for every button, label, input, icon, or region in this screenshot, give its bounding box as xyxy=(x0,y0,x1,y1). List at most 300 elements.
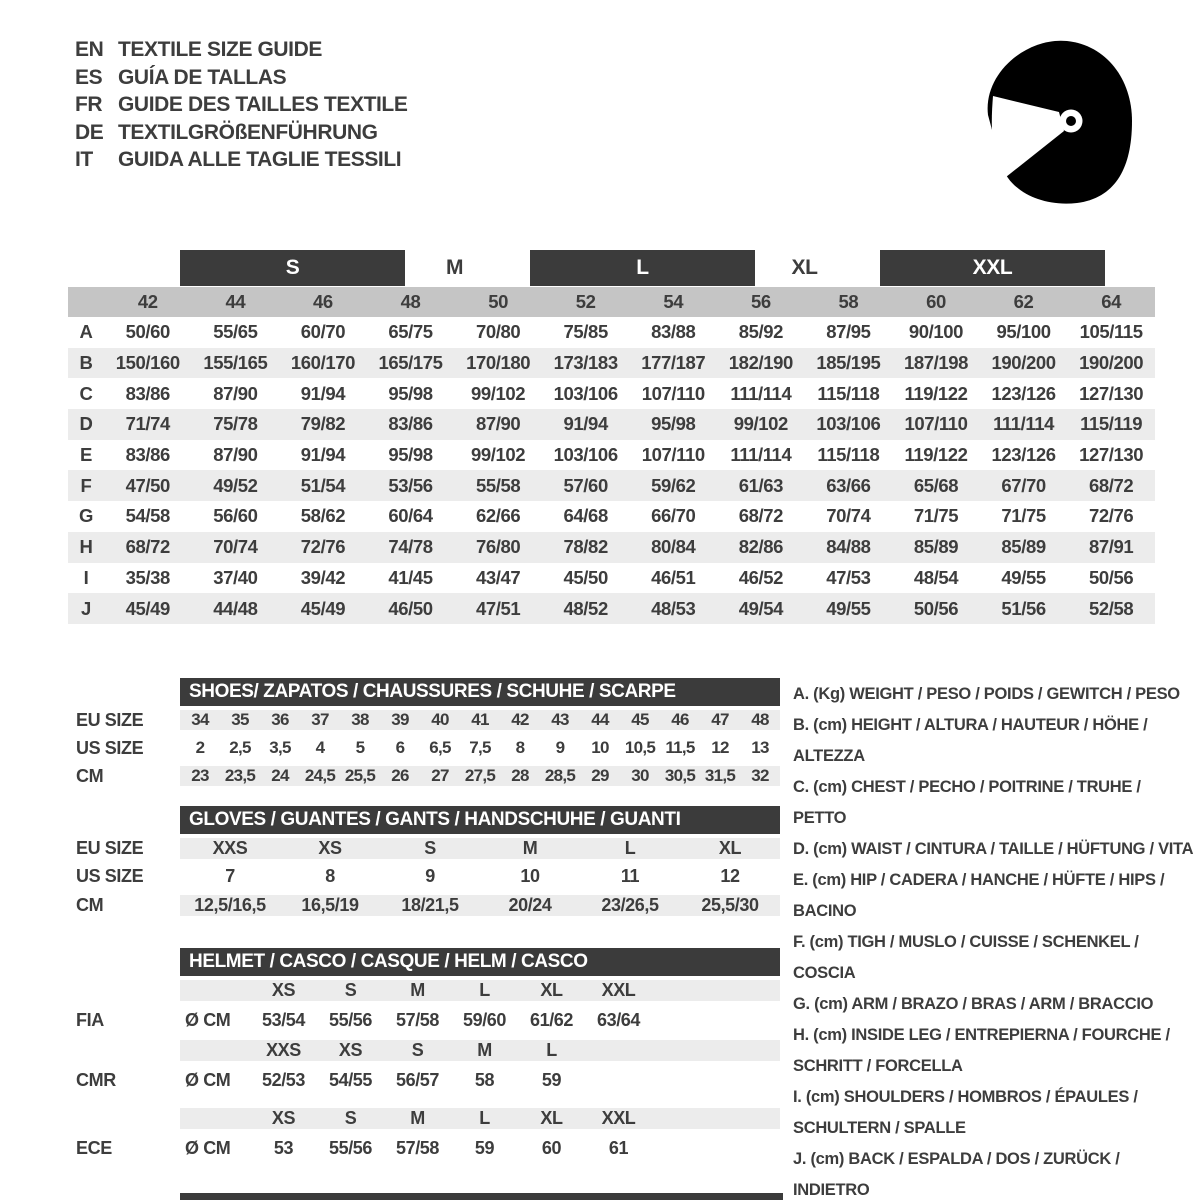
measurement-value: 115/119 xyxy=(1080,413,1143,435)
measurement-value: 83/86 xyxy=(388,413,433,435)
shoes-section-header: SHOES/ ZAPATOS / CHAUSSURES / SCHUHE / SCARPE xyxy=(180,678,780,706)
gloves-cm-values xyxy=(180,895,780,916)
language-code: FR xyxy=(75,93,103,116)
measurement-value: 49/52 xyxy=(213,474,258,496)
size-group-label: M xyxy=(445,256,464,279)
measurement-value: 45/49 xyxy=(300,597,346,619)
shoe-eu-size: 43 xyxy=(551,710,569,729)
shoe-eu-size: 46 xyxy=(671,710,689,729)
legend-item: B. (cm) HEIGHT / ALTURA / HAUTEUR / HÖHE / ALTEZZA xyxy=(793,716,1148,765)
measurement-value: 61/63 xyxy=(738,474,783,496)
measurement-value: 71/74 xyxy=(125,413,170,435)
gloves-eu-row xyxy=(68,834,780,862)
legend-item: H. (cm) INSIDE LEG / ENTREPIERNA / FOURCHE / SCHRITT / FORCELLA xyxy=(793,1026,1170,1075)
measurement-value: 79/82 xyxy=(300,413,346,435)
measurement-value: 85/89 xyxy=(913,536,959,558)
measurement-value: 41/45 xyxy=(388,566,433,588)
measurement-value: 111/114 xyxy=(730,444,792,466)
shoe-eu-size: 45 xyxy=(631,710,649,729)
measurement-value: 85/89 xyxy=(1001,536,1046,558)
measurement-value: 83/86 xyxy=(125,382,170,404)
measurement-value: 35/38 xyxy=(125,566,170,588)
shoe-us-size: 5 xyxy=(355,738,365,757)
shoe-cm-size: 26 xyxy=(391,766,409,785)
legend-item: G. (cm) ARM / BRAZO / BRAS / ARM / BRACCIO xyxy=(793,995,1154,1013)
glove-eu-size: XS xyxy=(318,837,342,858)
helmet-size-label: L xyxy=(546,1039,557,1060)
size-group-cell xyxy=(192,250,367,287)
measurement-value: 57/60 xyxy=(563,474,608,496)
shoe-us-size: 8 xyxy=(515,738,525,757)
size-group-label: XXL xyxy=(880,250,1105,286)
measurement-value: 43/47 xyxy=(475,566,521,588)
measurement-value: 115/118 xyxy=(817,444,880,466)
glove-eu-size: S xyxy=(424,837,436,858)
measurement-row xyxy=(68,440,1155,471)
measurement-value: 51/54 xyxy=(300,474,346,496)
measurement-row-label: F xyxy=(80,474,92,496)
measurement-value: 99/102 xyxy=(471,382,526,404)
measurement-rows xyxy=(68,317,1155,624)
numeric-size: 58 xyxy=(838,291,859,312)
measurement-value: 119/122 xyxy=(904,382,968,404)
measurement-row xyxy=(68,317,1155,348)
shoe-cm-size: 27,5 xyxy=(464,766,496,785)
measurement-value: 68/72 xyxy=(1089,474,1134,496)
measurement-value: 55/65 xyxy=(213,321,258,343)
measurement-cells xyxy=(104,475,1155,497)
measurement-value: 72/76 xyxy=(300,536,346,558)
shoe-cm-size: 30,5 xyxy=(664,766,696,785)
measurement-cells xyxy=(104,536,1155,558)
helmet-diameter-value: 59 xyxy=(474,1137,495,1158)
measurement-value: 67/70 xyxy=(1001,474,1046,496)
glove-us-size: 12 xyxy=(720,865,740,886)
shoe-eu-size: 48 xyxy=(751,710,769,729)
measurement-value: 76/80 xyxy=(475,536,521,558)
helmet-size-label: S xyxy=(411,1039,424,1060)
gloves-eu-values xyxy=(180,838,780,859)
gloves-us-row xyxy=(68,862,780,890)
measurement-value: 62/66 xyxy=(475,505,521,527)
helmet-size-label: S xyxy=(344,979,357,1000)
measurement-value: 185/195 xyxy=(816,352,881,374)
measurement-value: 95/100 xyxy=(996,321,1051,343)
glove-us-size: 10 xyxy=(520,865,540,886)
racing-helmet-icon xyxy=(983,38,1133,211)
helmet-size-label: L xyxy=(479,1107,490,1128)
measurement-value: 66/70 xyxy=(651,505,696,527)
measurement-value: 91/94 xyxy=(300,382,346,404)
shoe-eu-size: 42 xyxy=(511,710,529,729)
helmet-standard-name: FIA xyxy=(76,1009,104,1030)
measurement-value: 54/58 xyxy=(125,505,170,527)
measurement-legend xyxy=(780,678,1198,1200)
shoes-section xyxy=(68,678,780,790)
shoe-cm-size: 30 xyxy=(631,766,649,785)
measurement-value: 95/98 xyxy=(388,444,433,466)
helmet-values xyxy=(180,1070,780,1091)
measurement-value: 190/200 xyxy=(1079,352,1144,374)
shoe-cm-size: 24,5 xyxy=(304,766,336,785)
measurement-cells xyxy=(104,383,1155,405)
measurement-value: 45/49 xyxy=(125,597,170,619)
shoe-us-size: 2 xyxy=(195,738,205,757)
measurement-value: 74/78 xyxy=(388,536,433,558)
shoe-us-size: 13 xyxy=(751,738,769,757)
measurement-value: 48/53 xyxy=(651,597,696,619)
row-label-us-size: US SIZE xyxy=(76,865,144,886)
shoe-cm-size: 32 xyxy=(751,766,769,785)
helmet-values xyxy=(180,1138,780,1159)
measurement-value: 53/56 xyxy=(388,474,433,496)
shoes-cm-row xyxy=(68,762,780,790)
measurement-value: 75/85 xyxy=(563,321,608,343)
shoe-eu-size: 39 xyxy=(391,710,409,729)
helmet-diameter-value: 60 xyxy=(541,1137,562,1158)
measurement-value: 72/76 xyxy=(1089,505,1134,527)
measurement-value: 160/170 xyxy=(290,352,355,374)
shoes-eu-values xyxy=(180,710,780,730)
shoe-us-size: 7,5 xyxy=(469,738,491,757)
measurement-value: 70/74 xyxy=(826,505,871,527)
measurement-row-label: J xyxy=(81,597,91,619)
measurement-value: 47/50 xyxy=(125,474,170,496)
shoe-cm-size: 24 xyxy=(271,766,289,785)
shoe-us-size: 10 xyxy=(591,738,609,757)
numeric-size: 42 xyxy=(137,291,158,312)
shoe-cm-size: 28,5 xyxy=(544,766,576,785)
measurement-value: 65/68 xyxy=(913,474,959,496)
measurement-value: 48/54 xyxy=(913,566,959,588)
measurement-value: 173/183 xyxy=(553,352,618,374)
legend-item: I. (cm) SHOULDERS / HOMBROS / ÉPAULES / SCHULTERN / SPALLE xyxy=(793,1088,1138,1137)
measurement-value: 87/90 xyxy=(475,413,521,435)
measurement-value: 75/78 xyxy=(213,413,258,435)
measurement-value: 49/55 xyxy=(826,597,871,619)
measurement-value: 55/58 xyxy=(475,474,521,496)
measurement-value: 190/200 xyxy=(991,352,1056,374)
language-label: TEXTILGRÖßENFÜHRUNG xyxy=(118,120,378,144)
helmet-value-cells xyxy=(250,1070,585,1091)
measurement-value: 48/52 xyxy=(563,597,608,619)
helmet-values-row xyxy=(68,1132,780,1164)
helmet-standard-name: CMR xyxy=(76,1069,116,1090)
size-group-cell xyxy=(542,250,717,287)
legend-item: A. (Kg) WEIGHT / PESO / POIDS / GEWITCH / PESO xyxy=(793,685,1180,703)
measurement-value: 105/115 xyxy=(1079,321,1143,343)
measurement-cells xyxy=(104,444,1155,466)
measurement-cells xyxy=(104,505,1155,527)
measurement-row-label: E xyxy=(80,444,92,466)
helmet-size-labels xyxy=(180,980,780,1001)
measurement-value: 50/56 xyxy=(1089,566,1134,588)
shoe-cm-size: 23,5 xyxy=(224,766,256,785)
measurement-value: 65/75 xyxy=(388,321,433,343)
legend-item: F. (cm) TIGH / MUSLO / CUISSE / SCHENKEL / COSCIA xyxy=(793,933,1139,982)
measurement-row xyxy=(68,501,1155,532)
language-code: DE xyxy=(75,120,104,144)
glove-eu-size: M xyxy=(522,837,538,858)
helmet-size-label: XL xyxy=(540,1107,563,1128)
numeric-size: 64 xyxy=(1101,291,1122,312)
helmet-size-label: XXL xyxy=(601,1107,636,1128)
shoe-us-size: 9 xyxy=(555,738,565,757)
helmet-diameter-value: 53 xyxy=(273,1137,294,1158)
measurement-value: 90/100 xyxy=(908,321,964,343)
row-label-cm: CM xyxy=(76,765,104,786)
helmet-diameter-value: 55/56 xyxy=(328,1137,373,1158)
helmet-size-label: XXS xyxy=(266,1039,301,1060)
shoe-eu-size: 44 xyxy=(591,710,609,729)
shoe-cm-size: 29 xyxy=(591,766,609,785)
measurement-value: 47/51 xyxy=(475,597,521,619)
helmet-size-label: M xyxy=(410,979,425,1000)
helmet-diameter-value: 57/58 xyxy=(395,1137,440,1158)
helmet-size-label: XS xyxy=(271,979,296,1000)
measurement-value: 45/50 xyxy=(563,566,608,588)
row-label-eu-size: EU SIZE xyxy=(76,837,144,858)
measurement-value: 111/114 xyxy=(730,382,792,404)
legend-item: J. (cm) BACK / ESPALDA / DOS / ZURÜCK / INDIETRO xyxy=(793,1150,1120,1199)
shoe-cm-size: 27 xyxy=(431,766,449,785)
helmet-standard xyxy=(68,1036,780,1096)
language-title-list xyxy=(75,36,407,174)
numeric-size: 50 xyxy=(488,291,508,312)
measurement-value: 107/110 xyxy=(904,413,968,435)
glove-eu-size: XXS xyxy=(212,837,248,858)
measurement-value: 46/50 xyxy=(388,597,433,619)
helmet-diameter-value: 63/64 xyxy=(596,1009,641,1030)
helmet-sizes-row xyxy=(68,1036,780,1064)
measurement-value: 103/106 xyxy=(553,444,618,466)
row-label-cm: CM xyxy=(76,895,104,915)
language-title-row xyxy=(75,146,407,174)
measurement-cells xyxy=(104,598,1155,620)
measurement-cells xyxy=(104,352,1155,374)
measurement-value: 50/56 xyxy=(913,597,959,619)
language-title-row xyxy=(75,119,407,147)
measurement-value: 99/102 xyxy=(733,413,788,435)
helmet-diameter-value: 57/58 xyxy=(395,1009,440,1030)
measurement-value: 182/190 xyxy=(728,352,793,374)
measurement-row-label: A xyxy=(79,321,93,343)
shoe-us-size: 2,5 xyxy=(229,738,251,757)
helmet-values-row xyxy=(68,1004,780,1036)
language-code: ES xyxy=(75,65,103,89)
measurement-value: 127/130 xyxy=(1079,382,1144,404)
measurement-cells xyxy=(104,567,1155,589)
measurement-value: 87/90 xyxy=(213,444,258,466)
measurement-value: 78/82 xyxy=(563,536,608,558)
measurement-value: 123/126 xyxy=(991,382,1056,404)
helmet-sizes-row xyxy=(68,1104,780,1132)
shoe-us-size: 12 xyxy=(711,738,729,757)
measurement-row xyxy=(68,378,1155,409)
measurement-row xyxy=(68,593,1155,624)
shoe-eu-size: 38 xyxy=(351,710,369,729)
size-group-label: XL xyxy=(791,256,818,279)
language-label: GUÍA DE TALLAS xyxy=(118,65,287,89)
helmet-diameter-value: 61/62 xyxy=(529,1009,574,1030)
measurement-value: 60/64 xyxy=(388,505,433,527)
measurement-value: 71/75 xyxy=(1001,505,1046,527)
gloves-section xyxy=(68,806,780,921)
helmet-diameter-value: 55/56 xyxy=(328,1009,373,1030)
numeric-size: 62 xyxy=(1013,291,1034,312)
helmet-diameter-value: 59/60 xyxy=(462,1009,507,1030)
measurement-value: 91/94 xyxy=(563,413,608,435)
measurement-value: 103/106 xyxy=(816,413,881,435)
helmet-size-labels xyxy=(180,1108,780,1129)
helmet-diameter-value: 59 xyxy=(541,1069,562,1090)
helmet-size-labels xyxy=(180,1040,780,1061)
measurement-row-label: G xyxy=(79,505,93,527)
measurement-value: 85/92 xyxy=(738,321,783,343)
helmet-section xyxy=(68,948,780,1164)
measurement-value: 111/114 xyxy=(993,413,1055,435)
diameter-cm-label: Ø CM xyxy=(185,1137,231,1158)
helmet-size-label: M xyxy=(477,1039,492,1060)
helmet-section-header: HELMET / CASCO / CASQUE / HELM / CASCO xyxy=(180,948,780,976)
helmet-standards xyxy=(68,976,780,1164)
legend-item: C. (cm) CHEST / PECHO / POITRINE / TRUHE / PETTO xyxy=(793,778,1141,827)
helmet-diameter-value: 56/57 xyxy=(395,1069,440,1090)
measurement-cells xyxy=(104,321,1155,343)
helmet-diameter-value: 52/53 xyxy=(261,1069,306,1090)
measurement-value: 84/88 xyxy=(826,536,871,558)
measurement-row xyxy=(68,532,1155,563)
glove-cm-range: 20/24 xyxy=(508,895,552,915)
helmet-diameter-value: 53/54 xyxy=(261,1009,306,1030)
numeric-size: 60 xyxy=(926,291,946,312)
shoe-eu-size: 47 xyxy=(711,710,729,729)
measurement-value: 119/122 xyxy=(904,444,968,466)
shoe-us-size: 6 xyxy=(395,738,405,757)
measurement-value: 68/72 xyxy=(125,536,170,558)
glove-cm-range: 23/26,5 xyxy=(601,895,659,915)
language-label: GUIDE DES TAILLES TEXTILE xyxy=(118,93,408,116)
gloves-us-values xyxy=(180,866,780,887)
numeric-size-header-row xyxy=(68,287,1155,317)
helmet-size-label: XS xyxy=(271,1107,296,1128)
measurement-value: 170/180 xyxy=(466,352,531,374)
numeric-size: 44 xyxy=(225,291,246,312)
measurement-value: 87/91 xyxy=(1089,536,1134,558)
measurement-row-label: C xyxy=(79,382,93,404)
shoe-eu-size: 40 xyxy=(431,710,449,729)
legend-item: D. (cm) WAIST / CINTURA / TAILLE / HÜFTUNG / VITA xyxy=(793,840,1194,858)
measurement-value: 46/51 xyxy=(651,566,696,588)
language-title-row xyxy=(75,64,407,92)
measurement-value: 155/165 xyxy=(203,352,268,374)
helmet-values xyxy=(180,1010,780,1031)
shoe-us-size: 4 xyxy=(315,738,325,757)
measurement-value: 83/86 xyxy=(125,444,170,466)
helmet-size-label: XS xyxy=(338,1039,363,1060)
measurement-value: 87/95 xyxy=(826,321,871,343)
measurement-value: 63/66 xyxy=(826,474,871,496)
measurement-value: 70/74 xyxy=(213,536,258,558)
measurement-value: 59/62 xyxy=(651,474,696,496)
row-label-eu-size: EU SIZE xyxy=(76,709,144,730)
helmet-size-label: M xyxy=(410,1107,425,1128)
measurement-value: 68/72 xyxy=(738,505,783,527)
shoe-eu-size: 34 xyxy=(191,710,209,729)
glove-us-size: 9 xyxy=(425,865,435,886)
numeric-size: 52 xyxy=(575,291,596,312)
measurement-row-label: D xyxy=(79,413,93,435)
measurement-row-label: I xyxy=(83,566,89,588)
shoe-cm-size: 25,5 xyxy=(344,766,376,785)
cropped-section-bar xyxy=(180,1193,783,1200)
language-title-row xyxy=(75,36,407,64)
helmet-diameter-value: 61 xyxy=(608,1137,629,1158)
glove-us-size: 8 xyxy=(325,865,335,886)
legend-item: E. (cm) HIP / CADERA / HANCHE / HÜFTE / HIPS / BACINO xyxy=(793,871,1165,920)
textile-size-table xyxy=(68,250,1155,624)
diameter-cm-label: Ø CM xyxy=(185,1069,231,1090)
measurement-row-label: B xyxy=(79,352,93,374)
measurement-value: 44/48 xyxy=(213,597,258,619)
helmet-value-cells xyxy=(250,1010,652,1031)
gloves-cm-row xyxy=(68,890,780,921)
size-group-label: S xyxy=(180,250,405,286)
measurement-value: 177/187 xyxy=(641,352,706,374)
helmet-standard xyxy=(68,1104,780,1164)
shoe-us-size: 11,5 xyxy=(665,738,695,757)
measurement-value: 37/40 xyxy=(213,566,258,588)
shoes-us-values xyxy=(180,738,780,758)
measurement-value: 70/80 xyxy=(475,321,521,343)
glove-cm-range: 16,5/19 xyxy=(301,895,359,915)
helmet-diameter-value: 54/55 xyxy=(328,1069,373,1090)
shoe-cm-size: 28 xyxy=(511,766,529,785)
helmet-standard xyxy=(68,976,780,1036)
measurement-value: 91/94 xyxy=(300,444,346,466)
measurement-value: 49/55 xyxy=(1001,566,1046,588)
shoe-eu-size: 35 xyxy=(231,710,249,729)
shoe-eu-size: 41 xyxy=(471,710,489,729)
size-group-row xyxy=(68,250,1155,287)
measurement-value: 80/84 xyxy=(651,536,696,558)
shoes-cm-values xyxy=(180,766,780,786)
measurement-value: 123/126 xyxy=(991,444,1056,466)
helmet-size-label: XL xyxy=(540,979,563,1000)
measurement-value: 95/98 xyxy=(651,413,696,435)
shoe-eu-size: 37 xyxy=(311,710,329,729)
measurement-value: 50/60 xyxy=(125,321,170,343)
measurement-value: 71/75 xyxy=(913,505,959,527)
language-label: TEXTILE SIZE GUIDE xyxy=(118,38,322,61)
measurement-value: 103/106 xyxy=(553,382,618,404)
size-group-cell xyxy=(892,250,1067,287)
numeric-size: 48 xyxy=(400,291,421,312)
helmet-sizes-row xyxy=(68,976,780,1004)
numeric-size: 46 xyxy=(313,291,333,312)
glove-cm-range: 25,5/30 xyxy=(701,895,759,915)
numeric-size-cells xyxy=(104,291,1155,313)
measurement-value: 107/110 xyxy=(641,382,705,404)
measurement-value: 87/90 xyxy=(213,382,258,404)
measurement-row xyxy=(68,409,1155,440)
helmet-size-label: S xyxy=(344,1107,357,1128)
measurement-value: 127/130 xyxy=(1079,444,1144,466)
measurement-cells xyxy=(104,413,1155,435)
measurement-value: 99/102 xyxy=(471,444,526,466)
helmet-size-label: XXL xyxy=(601,979,636,1000)
size-group-label: L xyxy=(530,250,755,286)
